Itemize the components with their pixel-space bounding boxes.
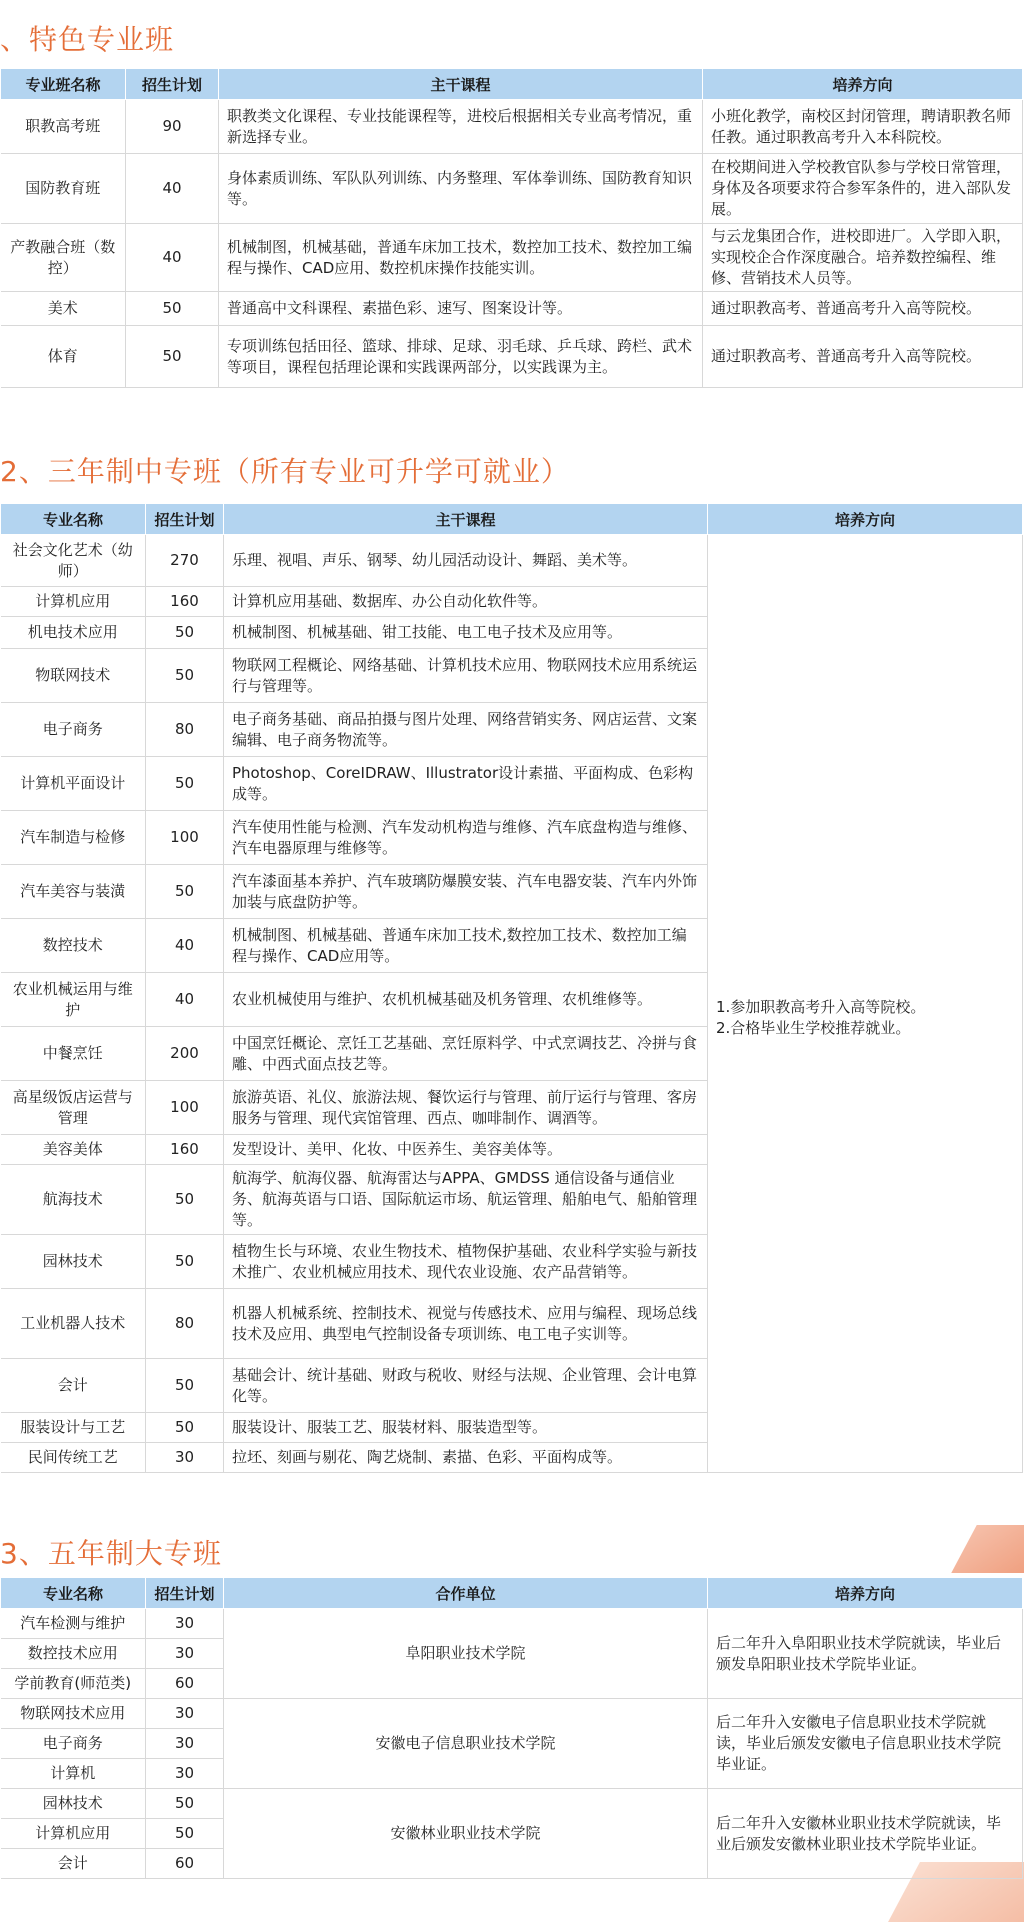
major-name: 美容美体 — [1, 1135, 146, 1165]
enrollment-plan: 50 — [146, 1359, 224, 1413]
column-header: 招生计划 — [126, 69, 219, 100]
table-row — [1, 224, 1023, 292]
direction-line: 1.参加职教高考升入高等院校。 — [716, 997, 926, 1016]
major-name: 汽车检测与维护 — [1, 1609, 146, 1639]
class-name: 美术 — [1, 292, 126, 326]
major-name: 园林技术 — [1, 1235, 146, 1289]
main-courses: 基础会计、统计基础、财政与税收、财经与法规、企业管理、会计电算化等。 — [224, 1359, 708, 1413]
major-name: 物联网技术 — [1, 649, 146, 703]
enrollment-plan: 50 — [146, 1165, 224, 1235]
major-name: 会计 — [1, 1849, 146, 1879]
major-name: 农业机械运用与维护 — [1, 973, 146, 1027]
main-courses: 机械制图，机械基础，普通车床加工技术，数控加工技术、数控加工编程与操作、CAD应用、数控机床操作技能实训。 — [219, 224, 703, 292]
enrollment-plan: 160 — [146, 587, 224, 617]
enrollment-plan: 30 — [146, 1639, 224, 1669]
class-name: 产教融合班（数控） — [1, 224, 126, 292]
table-row — [1, 1699, 1023, 1729]
main-courses: 乐理、视唱、声乐、钢琴、幼儿园活动设计、舞蹈、美术等。 — [224, 535, 708, 587]
major-name: 会计 — [1, 1359, 146, 1413]
table-row — [1, 100, 1023, 154]
three-year-table — [0, 503, 1023, 1473]
enrollment-plan: 50 — [146, 865, 224, 919]
column-header: 专业名称 — [1, 1578, 146, 1609]
column-header: 培养方向 — [708, 504, 1023, 535]
enrollment-plan: 80 — [146, 703, 224, 757]
column-header: 专业名称 — [1, 504, 146, 535]
column-header: 培养方向 — [708, 1578, 1023, 1609]
enrollment-plan: 30 — [146, 1729, 224, 1759]
training-direction: 在校期间进入学校教官队参与学校日常管理，身体及各项要求符合参军条件的，进入部队发展。 — [703, 154, 1023, 224]
enrollment-plan: 30 — [146, 1443, 224, 1473]
enrollment-plan: 80 — [146, 1289, 224, 1359]
table-row — [1, 292, 1023, 326]
main-courses: 旅游英语、礼仪、旅游法规、餐饮运行与管理、前厅运行与管理、客房服务与管理、现代宾馆管理、西点、咖啡制作、调酒等。 — [224, 1081, 708, 1135]
major-name: 工业机器人技术 — [1, 1289, 146, 1359]
table-row — [1, 154, 1023, 224]
main-courses: 拉坯、刻画与剔花、陶艺烧制、素描、色彩、平面构成等。 — [224, 1443, 708, 1473]
partner-institution: 阜阳职业技术学院 — [224, 1609, 708, 1699]
enrollment-plan: 40 — [146, 973, 224, 1027]
enrollment-plan: 50 — [146, 617, 224, 649]
enrollment-plan: 50 — [126, 326, 219, 388]
enrollment-plan: 50 — [146, 1819, 224, 1849]
major-name: 航海技术 — [1, 1165, 146, 1235]
major-name: 民间传统工艺 — [1, 1443, 146, 1473]
enrollment-plan: 30 — [146, 1759, 224, 1789]
main-courses: 汽车使用性能与检测、汽车发动机构造与维修、汽车底盘构造与维修、汽车电器原理与维修等。 — [224, 811, 708, 865]
class-name: 职教高考班 — [1, 100, 126, 154]
main-courses: 普通高中文科课程、素描色彩、速写、图案设计等。 — [219, 292, 703, 326]
enrollment-plan: 60 — [146, 1669, 224, 1699]
table-row — [1, 535, 1023, 587]
major-name: 数控技术 — [1, 919, 146, 973]
enrollment-plan: 160 — [146, 1135, 224, 1165]
direction-line: 2.合格毕业生学校推荐就业。 — [716, 1018, 911, 1037]
main-courses: 发型设计、美甲、化妆、中医养生、美容美体等。 — [224, 1135, 708, 1165]
major-name: 计算机应用 — [1, 1819, 146, 1849]
column-header: 招生计划 — [146, 1578, 224, 1609]
training-direction: 与云龙集团合作，进校即进厂。入学即入职，实现校企合作深度融合。培养数控编程、维修、营销技术人员等。 — [703, 224, 1023, 292]
partner-institution: 安徽林业职业技术学院 — [224, 1789, 708, 1879]
section-title-special-classes: 、特色专业班 — [0, 23, 175, 56]
enrollment-plan: 90 — [126, 100, 219, 154]
main-courses: 机械制图、机械基础、钳工技能、电工电子技术及应用等。 — [224, 617, 708, 649]
major-name: 计算机平面设计 — [1, 757, 146, 811]
special-classes-table — [0, 68, 1023, 388]
table-row — [1, 1609, 1023, 1639]
main-courses: 机器人机械系统、控制技术、视觉与传感技术、应用与编程、现场总线技术及应用、典型电气控制设备专项训练、电工电子实训等。 — [224, 1289, 708, 1359]
enrollment-plan: 100 — [146, 1081, 224, 1135]
enrollment-plan: 40 — [146, 919, 224, 973]
enrollment-plan: 30 — [146, 1609, 224, 1639]
major-name: 学前教育(师范类) — [1, 1669, 146, 1699]
major-name: 中餐烹饪 — [1, 1027, 146, 1081]
enrollment-plan: 270 — [146, 535, 224, 587]
enrollment-plan: 50 — [146, 1789, 224, 1819]
decorative-stripe — [951, 1525, 1024, 1573]
partner-institution: 安徽电子信息职业技术学院 — [224, 1699, 708, 1789]
column-header: 合作单位 — [224, 1578, 708, 1609]
class-name: 体育 — [1, 326, 126, 388]
enrollment-plan: 40 — [126, 154, 219, 224]
section-title-three-year: 2、三年制中专班（所有专业可升学可就业） — [0, 455, 570, 488]
training-direction-shared — [708, 535, 1023, 1473]
main-courses: 职教类文化课程、专业技能课程等，进校后根据相关专业高考情况，重新选择专业。 — [219, 100, 703, 154]
major-name: 汽车制造与检修 — [1, 811, 146, 865]
enrollment-plan: 100 — [146, 811, 224, 865]
enrollment-plan: 60 — [146, 1849, 224, 1879]
enrollment-plan: 50 — [126, 292, 219, 326]
main-courses: 电子商务基础、商品拍摄与图片处理、网络营销实务、网店运营、文案编辑、电子商务物流等。 — [224, 703, 708, 757]
main-courses: 服装设计、服装工艺、服装材料、服装造型等。 — [224, 1413, 708, 1443]
major-name: 汽车美容与装潢 — [1, 865, 146, 919]
training-direction: 后二年升入阜阳职业技术学院就读，毕业后颁发阜阳职业技术学院毕业证。 — [708, 1609, 1023, 1699]
major-name: 服装设计与工艺 — [1, 1413, 146, 1443]
major-name: 数控技术应用 — [1, 1639, 146, 1669]
column-header: 专业班名称 — [1, 69, 126, 100]
table-row — [1, 1789, 1023, 1819]
main-courses: 机械制图、机械基础、普通车床加工技术,数控加工技术、数控加工编程与操作、CAD应用等。 — [224, 919, 708, 973]
enrollment-plan: 50 — [146, 1235, 224, 1289]
main-courses: 汽车漆面基本养护、汽车玻璃防爆膜安装、汽车电器安装、汽车内外饰加装与底盘防护等。 — [224, 865, 708, 919]
major-name: 计算机 — [1, 1759, 146, 1789]
column-header: 培养方向 — [703, 69, 1023, 100]
main-courses: 中国烹饪概论、烹饪工艺基础、烹饪原料学、中式烹调技艺、冷拼与食雕、中西式面点技艺等。 — [224, 1027, 708, 1081]
major-name: 电子商务 — [1, 703, 146, 757]
table-row — [1, 326, 1023, 388]
main-courses: Photoshop、CoreIDRAW、Illustrator设计素描、平面构成、色彩构成等。 — [224, 757, 708, 811]
main-courses: 农业机械使用与维护、农机机械基础及机务管理、农机维修等。 — [224, 973, 708, 1027]
main-courses: 计算机应用基础、数据库、办公自动化软件等。 — [224, 587, 708, 617]
column-header: 主干课程 — [219, 69, 703, 100]
major-name: 高星级饭店运营与管理 — [1, 1081, 146, 1135]
class-name: 国防教育班 — [1, 154, 126, 224]
column-header: 主干课程 — [224, 504, 708, 535]
five-year-table — [0, 1577, 1023, 1879]
enrollment-plan: 40 — [126, 224, 219, 292]
major-name: 机电技术应用 — [1, 617, 146, 649]
training-direction: 通过职教高考、普通高考升入高等院校。 — [703, 292, 1023, 326]
enrollment-plan: 30 — [146, 1699, 224, 1729]
major-name: 计算机应用 — [1, 587, 146, 617]
enrollment-plan: 50 — [146, 757, 224, 811]
main-courses: 身体素质训练、军队队列训练、内务整理、军体拳训练、国防教育知识等。 — [219, 154, 703, 224]
main-courses: 植物生长与环境、农业生物技术、植物保护基础、农业科学实验与新技术推广、农业机械应用技术、现代农业设施、农产品营销等。 — [224, 1235, 708, 1289]
training-direction: 小班化教学，南校区封闭管理，聘请职教名师任教。通过职教高考升入本科院校。 — [703, 100, 1023, 154]
enrollment-plan: 200 — [146, 1027, 224, 1081]
main-courses: 专项训练包括田径、篮球、排球、足球、羽毛球、乒乓球、跨栏、武术等项目，课程包括理论课和实践课两部分，以实践课为主。 — [219, 326, 703, 388]
training-direction: 后二年升入安徽电子信息职业技术学院就读，毕业后颁发安徽电子信息职业技术学院毕业证。 — [708, 1699, 1023, 1789]
major-name: 电子商务 — [1, 1729, 146, 1759]
main-courses: 航海学、航海仪器、航海雷达与APPA、GMDSS 通信设备与通信业务、航海英语与口语、国际航运市场、航运管理、船舶电气、船舶管理等。 — [224, 1165, 708, 1235]
major-name: 园林技术 — [1, 1789, 146, 1819]
training-direction: 通过职教高考、普通高考升入高等院校。 — [703, 326, 1023, 388]
section-title-five-year: 3、五年制大专班 — [0, 1537, 222, 1570]
major-name: 社会文化艺术（幼师） — [1, 535, 146, 587]
main-courses: 物联网工程概论、网络基础、计算机技术应用、物联网技术应用系统运行与管理等。 — [224, 649, 708, 703]
enrollment-plan: 50 — [146, 1413, 224, 1443]
training-direction: 后二年升入安徽林业职业技术学院就读，毕业后颁发安徽林业职业技术学院毕业证。 — [708, 1789, 1023, 1879]
major-name: 物联网技术应用 — [1, 1699, 146, 1729]
column-header: 招生计划 — [146, 504, 224, 535]
enrollment-plan: 50 — [146, 649, 224, 703]
